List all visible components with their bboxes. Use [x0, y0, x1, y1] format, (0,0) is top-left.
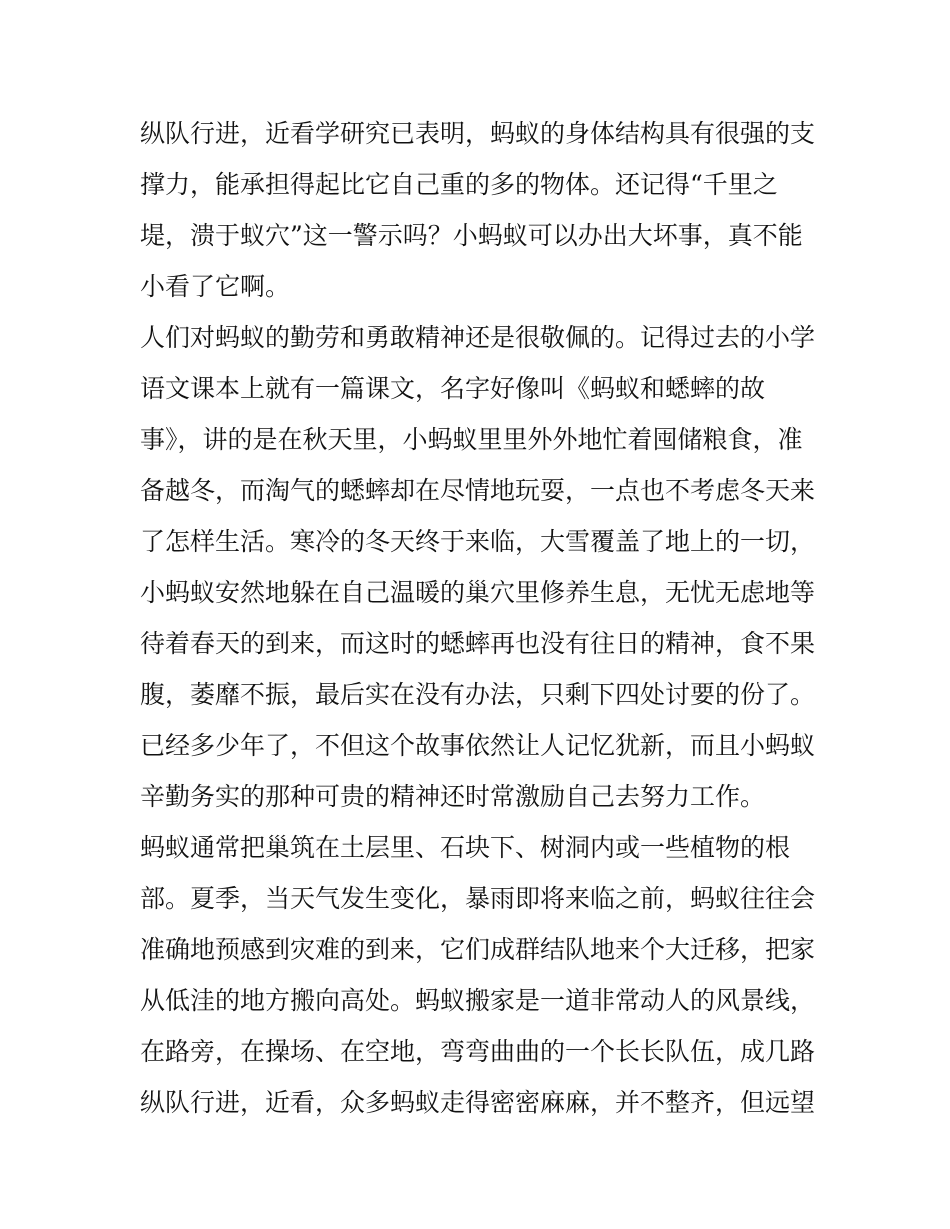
text-line: 语文课本上就有一篇课文，名字好像叫《蚂蚁和蟋蟀的故: [140, 374, 766, 403]
text-line: 人们对蚂蚁的勤劳和勇敢精神还是很敬佩的。记得过去的小学: [140, 323, 816, 352]
text-line: 了怎样生活。寒冷的冬天终于来临，大雪覆盖了地上的一切，: [140, 527, 816, 556]
text-line: 小蚂蚁安然地躲在自己温暖的巢穴里修养生息，无忧无虑地等: [140, 578, 816, 607]
text-line: 准确地预感到灾难的到来，它们成群结队地来个大迁移，把家: [140, 935, 816, 964]
text-line: 部。夏季，当天气发生变化，暴雨即将来临之前，蚂蚁往往会: [140, 884, 816, 913]
text-line: 腹，萎靡不振，最后实在没有办法，只剩下四处讨要的份了。: [140, 680, 816, 709]
body-text: [140, 108, 830, 1128]
text-line: 小看了它啊。: [140, 272, 291, 301]
text-line: 在路旁，在操场、在空地，弯弯曲曲的一个长长队伍，成几路: [140, 1037, 816, 1066]
text-line: 纵队行进，近看学研究已表明，蚂蚁的身体结构具有很强的支: [140, 119, 816, 148]
text-line: 从低洼的地方搬向高处。蚂蚁搬家是一道非常动人的风景线，: [140, 986, 816, 1015]
text-line: 备越冬，而淘气的蟋蟀却在尽情地玩耍，一点也不考虑冬天来: [140, 476, 816, 505]
text-line: 事》，讲的是在秋天里，小蚂蚁里里外外地忙着囤储粮食，准: [140, 425, 803, 454]
text-line: 纵队行进，近看，众多蚂蚁走得密密麻麻，并不整齐，但远望: [140, 1088, 816, 1117]
text-line: 待着春天的到来，而这时的蟋蟀再也没有往日的精神，食不果: [140, 629, 816, 658]
text-line: 撑力，能承担得起比它自己重的多的物体。还记得“千里之: [140, 170, 778, 199]
text-line: 蚂蚁通常把巢筑在土层里、石块下、树洞内或一些植物的根: [140, 833, 791, 862]
text-line: 已经多少年了，不但这个故事依然让人记忆犹新，而且小蚂蚁: [140, 731, 816, 760]
text-line: 辛勤务实的那种可贵的精神还时常激励自己去努力工作。: [140, 782, 766, 811]
text-line: 堤，溃于蚁穴”这一警示吗？小蚂蚁可以办出大坏事，真不能: [140, 221, 803, 250]
